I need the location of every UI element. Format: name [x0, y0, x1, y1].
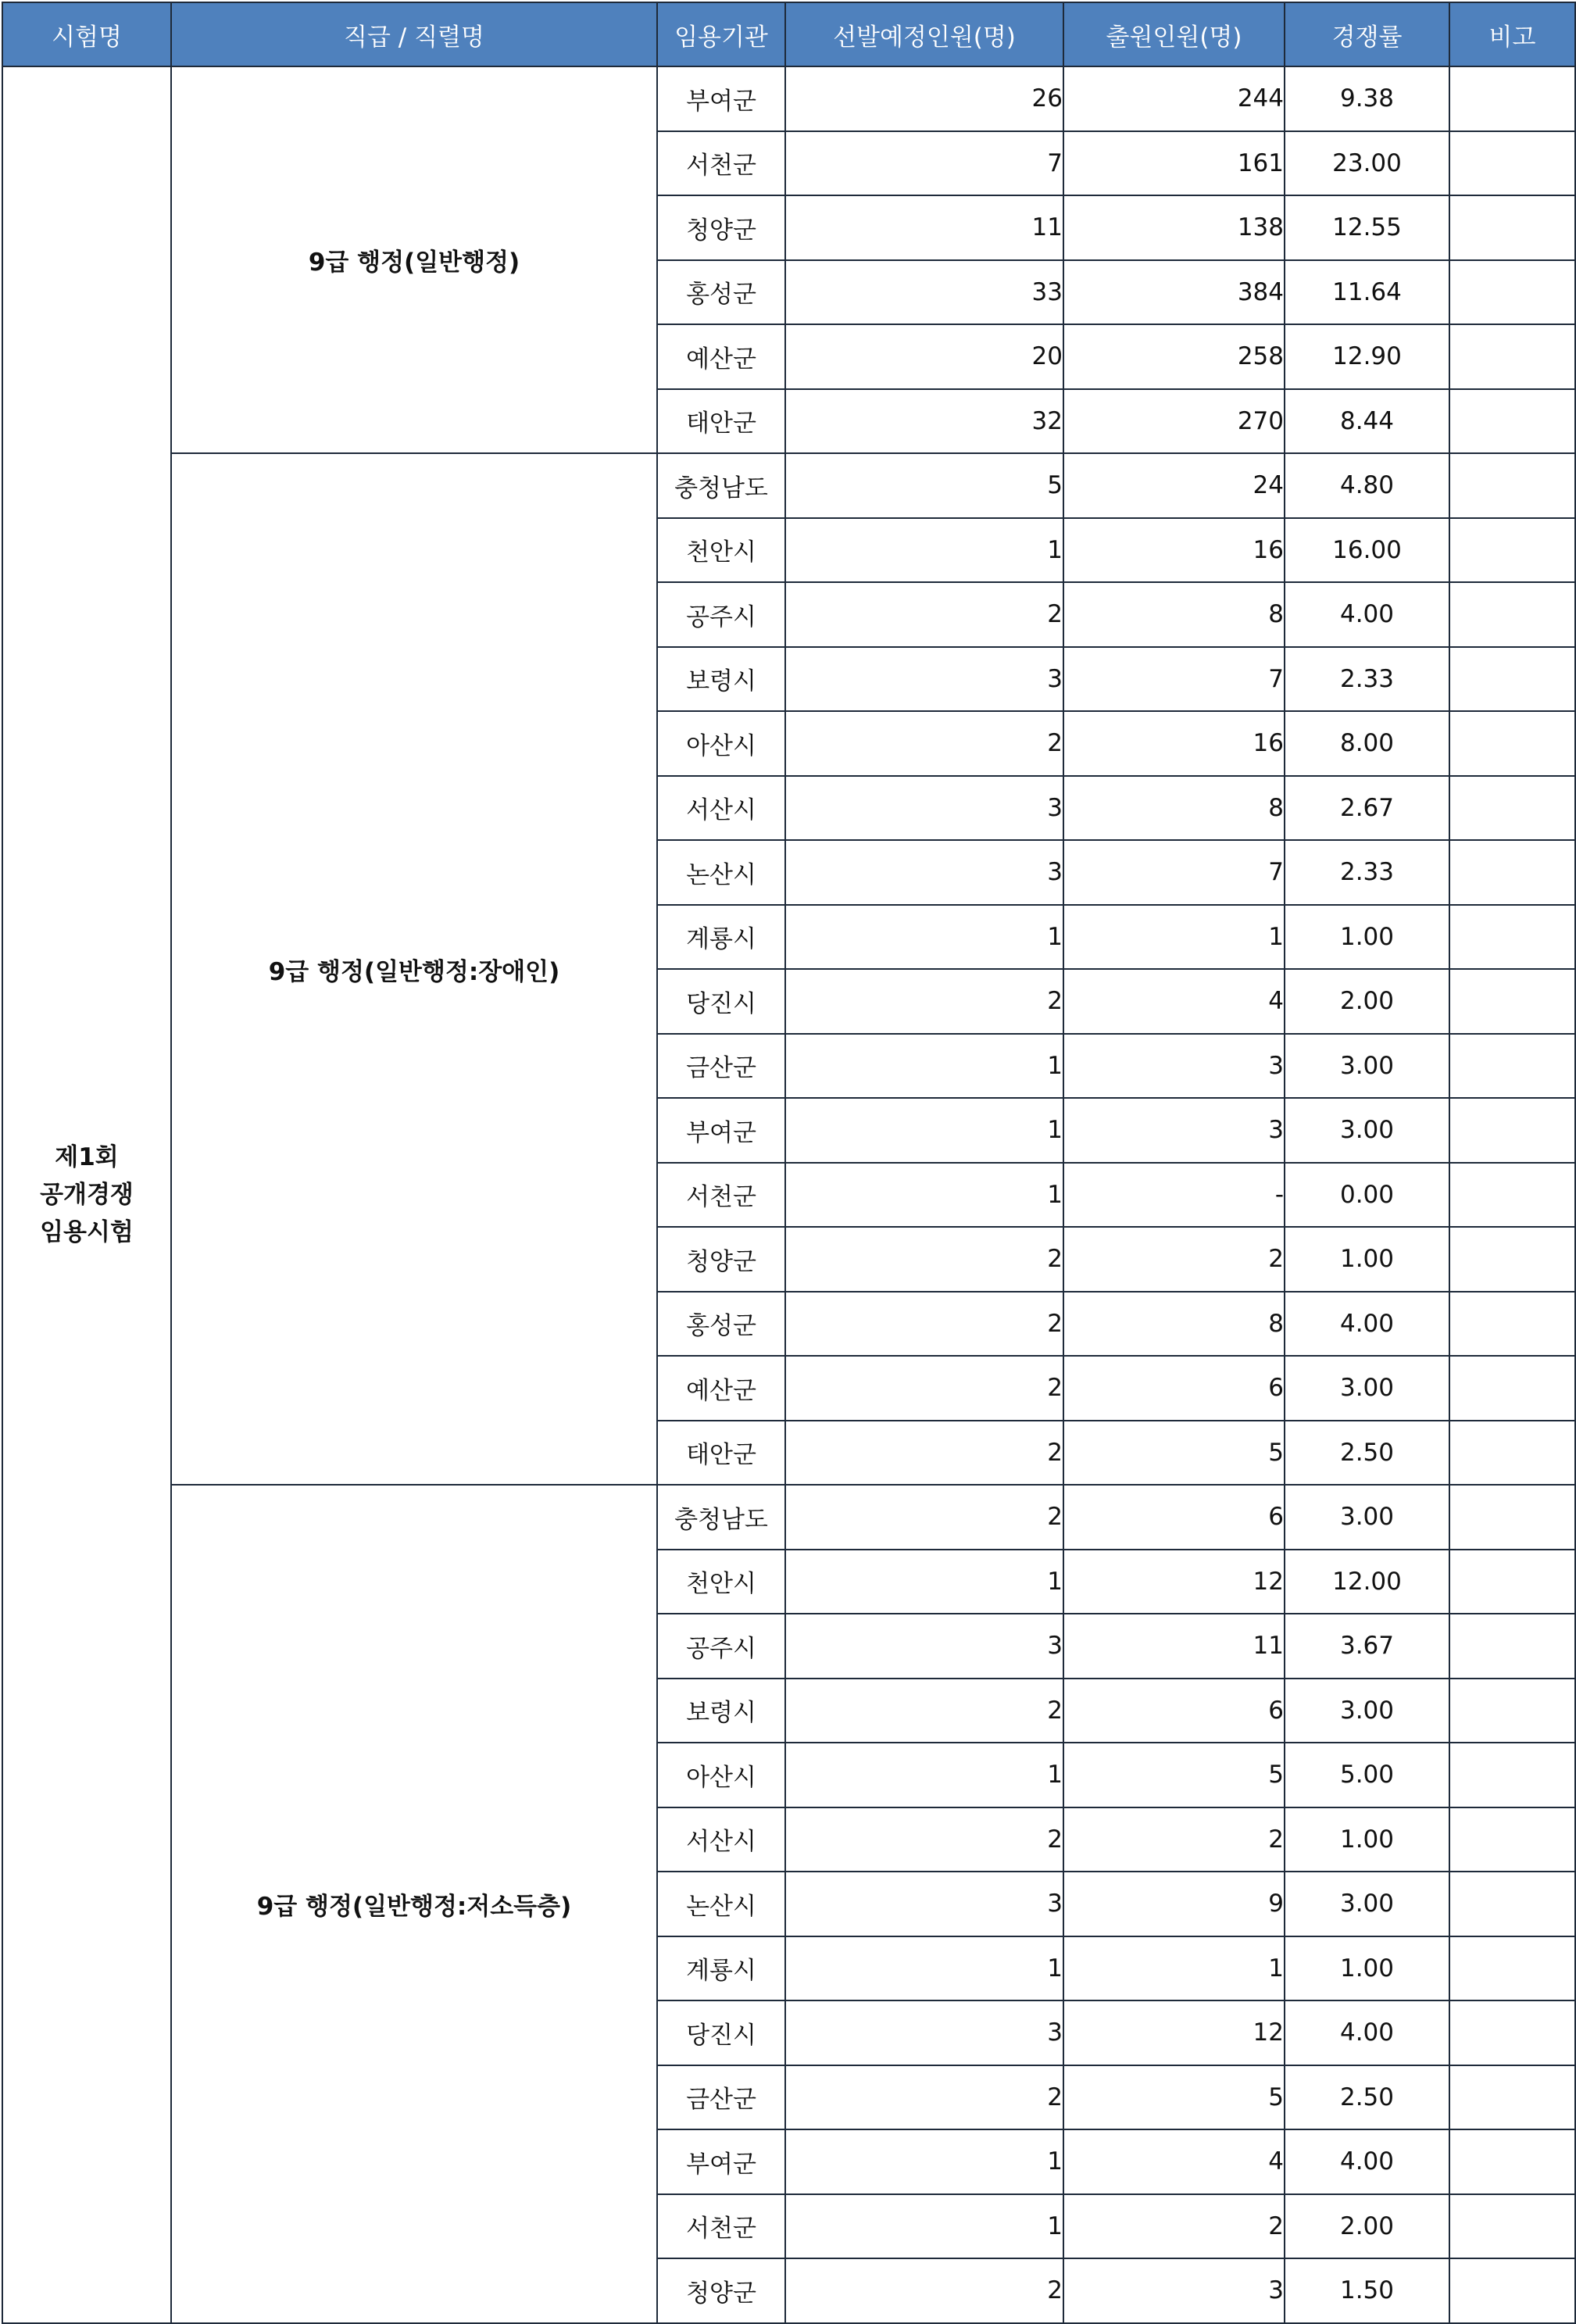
remarks-cell [1449, 2129, 1575, 2194]
remarks-cell [1449, 2065, 1575, 2130]
header-exam-name: 시험명 [2, 2, 171, 66]
agency-cell: 서산시 [657, 776, 785, 841]
header-planned-count: 선발예정인원(명) [785, 2, 1063, 66]
planned-count-cell: 1 [785, 2129, 1063, 2194]
applicant-count-cell: 6 [1063, 1356, 1285, 1421]
competition-rate-cell: 12.00 [1285, 1550, 1449, 1614]
remarks-cell [1449, 1227, 1575, 1292]
planned-count-cell: 3 [785, 647, 1063, 712]
competition-rate-cell: 2.67 [1285, 776, 1449, 841]
remarks-cell [1449, 840, 1575, 905]
planned-count-cell: 7 [785, 131, 1063, 196]
applicant-count-cell: 2 [1063, 1807, 1285, 1872]
planned-count-cell: 3 [785, 840, 1063, 905]
remarks-cell [1449, 324, 1575, 389]
applicant-count-cell: 138 [1063, 195, 1285, 260]
applicant-count-cell: 7 [1063, 840, 1285, 905]
agency-cell: 예산군 [657, 1356, 785, 1421]
applicant-count-cell: 16 [1063, 518, 1285, 583]
applicant-count-cell: 8 [1063, 582, 1285, 647]
planned-count-cell: 2 [785, 2065, 1063, 2130]
agency-cell: 부여군 [657, 1098, 785, 1163]
applicant-count-cell: 5 [1063, 1421, 1285, 1486]
agency-cell: 공주시 [657, 1614, 785, 1679]
applicant-count-cell: 11 [1063, 1614, 1285, 1679]
applicant-count-cell: 3 [1063, 2258, 1285, 2323]
agency-cell: 홍성군 [657, 260, 785, 325]
agency-cell: 천안시 [657, 518, 785, 583]
agency-cell: 서천군 [657, 1163, 785, 1228]
agency-cell: 계룡시 [657, 905, 785, 970]
competition-rate-cell: 1.00 [1285, 905, 1449, 970]
remarks-cell [1449, 518, 1575, 583]
agency-cell: 홍성군 [657, 1292, 785, 1357]
remarks-cell [1449, 1292, 1575, 1357]
header-remarks: 비고 [1449, 2, 1575, 66]
remarks-cell [1449, 711, 1575, 776]
exam-name-line: 임용시험 [40, 1217, 134, 1246]
competition-rate-cell: 5.00 [1285, 1743, 1449, 1807]
remarks-cell [1449, 1356, 1575, 1421]
agency-cell: 서산시 [657, 1807, 785, 1872]
planned-count-cell: 26 [785, 66, 1063, 131]
planned-count-cell: 1 [785, 518, 1063, 583]
applicant-count-cell: 6 [1063, 1485, 1285, 1550]
applicant-count-cell: 12 [1063, 2000, 1285, 2065]
rank-series-cell: 9급 행정(일반행정:저소득층) [171, 1485, 657, 2323]
agency-cell: 서천군 [657, 2194, 785, 2259]
competition-rate-cell: 3.00 [1285, 1356, 1449, 1421]
competition-rate-cell: 23.00 [1285, 131, 1449, 196]
agency-cell: 충청남도 [657, 453, 785, 518]
remarks-cell [1449, 2000, 1575, 2065]
applicant-count-cell: 3 [1063, 1098, 1285, 1163]
remarks-cell [1449, 1936, 1575, 2001]
applicant-count-cell: 24 [1063, 453, 1285, 518]
table-row [2, 453, 1575, 518]
planned-count-cell: 1 [785, 905, 1063, 970]
agency-cell: 부여군 [657, 66, 785, 131]
competition-rate-cell: 2.50 [1285, 2065, 1449, 2130]
competition-rate-cell: 4.00 [1285, 2000, 1449, 2065]
applicant-count-cell: 258 [1063, 324, 1285, 389]
applicant-count-cell: 5 [1063, 2065, 1285, 2130]
applicant-count-cell: 4 [1063, 2129, 1285, 2194]
applicant-count-cell: 4 [1063, 969, 1285, 1034]
remarks-cell [1449, 647, 1575, 712]
remarks-cell [1449, 1807, 1575, 1872]
competition-rate-cell: 12.55 [1285, 195, 1449, 260]
agency-cell: 당진시 [657, 2000, 785, 2065]
applicant-count-cell: 244 [1063, 66, 1285, 131]
planned-count-cell: 11 [785, 195, 1063, 260]
table-header [2, 2, 1575, 66]
remarks-cell [1449, 1485, 1575, 1550]
applicant-count-cell: 384 [1063, 260, 1285, 325]
header-applicant-count: 출원인원(명) [1063, 2, 1285, 66]
agency-cell: 당진시 [657, 969, 785, 1034]
agency-cell: 태안군 [657, 389, 785, 454]
remarks-cell [1449, 2194, 1575, 2259]
agency-cell: 충청남도 [657, 1485, 785, 1550]
agency-cell: 예산군 [657, 324, 785, 389]
planned-count-cell: 3 [785, 1872, 1063, 1936]
competition-rate-cell: 4.00 [1285, 2129, 1449, 2194]
remarks-cell [1449, 905, 1575, 970]
planned-count-cell: 2 [785, 2258, 1063, 2323]
applicant-count-cell: 161 [1063, 131, 1285, 196]
agency-cell: 부여군 [657, 2129, 785, 2194]
agency-cell: 태안군 [657, 1421, 785, 1486]
exam-name-line: 제1회 [55, 1142, 119, 1171]
agency-cell: 논산시 [657, 1872, 785, 1936]
competition-rate-cell: 4.80 [1285, 453, 1449, 518]
planned-count-cell: 2 [785, 582, 1063, 647]
competition-rate-cell: 3.67 [1285, 1614, 1449, 1679]
remarks-cell [1449, 1743, 1575, 1807]
planned-count-cell: 3 [785, 1614, 1063, 1679]
planned-count-cell: 1 [785, 1550, 1063, 1614]
competition-rate-cell: 3.00 [1285, 1098, 1449, 1163]
competition-rate-cell: 9.38 [1285, 66, 1449, 131]
agency-cell: 금산군 [657, 1034, 785, 1099]
competition-rate-cell: 2.33 [1285, 647, 1449, 712]
remarks-cell [1449, 1421, 1575, 1486]
competition-rate-cell: 2.33 [1285, 840, 1449, 905]
recruitment-table [2, 2, 1576, 2324]
applicant-count-cell: 3 [1063, 1034, 1285, 1099]
agency-cell: 공주시 [657, 582, 785, 647]
competition-rate-cell: 3.00 [1285, 1679, 1449, 1743]
applicant-count-cell: 12 [1063, 1550, 1285, 1614]
planned-count-cell: 1 [785, 1163, 1063, 1228]
agency-cell: 논산시 [657, 840, 785, 905]
planned-count-cell: 5 [785, 453, 1063, 518]
remarks-cell [1449, 776, 1575, 841]
applicant-count-cell: 1 [1063, 905, 1285, 970]
remarks-cell [1449, 66, 1575, 131]
competition-rate-cell: 4.00 [1285, 582, 1449, 647]
agency-cell: 아산시 [657, 711, 785, 776]
remarks-cell [1449, 195, 1575, 260]
planned-count-cell: 2 [785, 1485, 1063, 1550]
table-row [2, 66, 1575, 131]
applicant-count-cell: 8 [1063, 1292, 1285, 1357]
agency-cell: 서천군 [657, 131, 785, 196]
applicant-count-cell: 7 [1063, 647, 1285, 712]
agency-cell: 청양군 [657, 195, 785, 260]
rank-series-cell: 9급 행정(일반행정) [171, 66, 657, 453]
planned-count-cell: 2 [785, 1292, 1063, 1357]
agency-cell: 보령시 [657, 647, 785, 712]
remarks-cell [1449, 389, 1575, 454]
remarks-cell [1449, 1098, 1575, 1163]
applicant-count-cell: 16 [1063, 711, 1285, 776]
planned-count-cell: 1 [785, 1743, 1063, 1807]
competition-rate-cell: 1.50 [1285, 2258, 1449, 2323]
table-body [2, 66, 1575, 2323]
applicant-count-cell: 9 [1063, 1872, 1285, 1936]
remarks-cell [1449, 1614, 1575, 1679]
remarks-cell [1449, 1679, 1575, 1743]
planned-count-cell: 2 [785, 969, 1063, 1034]
competition-rate-cell: 11.64 [1285, 260, 1449, 325]
agency-cell: 아산시 [657, 1743, 785, 1807]
competition-rate-cell: 1.00 [1285, 1807, 1449, 1872]
planned-count-cell: 33 [785, 260, 1063, 325]
agency-cell: 보령시 [657, 1679, 785, 1743]
competition-rate-cell: 3.00 [1285, 1034, 1449, 1099]
competition-rate-cell: 16.00 [1285, 518, 1449, 583]
applicant-count-cell: 2 [1063, 1227, 1285, 1292]
remarks-cell [1449, 453, 1575, 518]
competition-rate-cell: 2.00 [1285, 2194, 1449, 2259]
planned-count-cell: 2 [785, 1807, 1063, 1872]
remarks-cell [1449, 1872, 1575, 1936]
planned-count-cell: 2 [785, 1679, 1063, 1743]
remarks-cell [1449, 1034, 1575, 1099]
exam-name-line: 공개경쟁 [40, 1180, 134, 1209]
header-competition-rate: 경쟁률 [1285, 2, 1449, 66]
competition-rate-cell: 1.00 [1285, 1227, 1449, 1292]
header-rank-series: 직급 / 직렬명 [171, 2, 657, 66]
competition-rate-cell: 8.44 [1285, 389, 1449, 454]
planned-count-cell: 3 [785, 776, 1063, 841]
competition-rate-cell: 3.00 [1285, 1485, 1449, 1550]
remarks-cell [1449, 260, 1575, 325]
agency-cell: 청양군 [657, 2258, 785, 2323]
remarks-cell [1449, 131, 1575, 196]
applicant-count-cell: 8 [1063, 776, 1285, 841]
remarks-cell [1449, 2258, 1575, 2323]
remarks-cell [1449, 1550, 1575, 1614]
table-row [2, 1485, 1575, 1550]
rank-series-cell: 9급 행정(일반행정:장애인) [171, 453, 657, 1485]
competition-rate-cell: 1.00 [1285, 1936, 1449, 2001]
applicant-count-cell: 6 [1063, 1679, 1285, 1743]
agency-cell: 청양군 [657, 1227, 785, 1292]
planned-count-cell: 32 [785, 389, 1063, 454]
planned-count-cell: 1 [785, 1936, 1063, 2001]
planned-count-cell: 1 [785, 1034, 1063, 1099]
applicant-count-cell: 2 [1063, 2194, 1285, 2259]
header-row [2, 2, 1575, 66]
applicant-count-cell: 270 [1063, 389, 1285, 454]
competition-rate-cell: 12.90 [1285, 324, 1449, 389]
competition-rate-cell: 8.00 [1285, 711, 1449, 776]
planned-count-cell: 1 [785, 1098, 1063, 1163]
applicant-count-cell: 1 [1063, 1936, 1285, 2001]
applicant-count-cell: 5 [1063, 1743, 1285, 1807]
agency-cell: 천안시 [657, 1550, 785, 1614]
planned-count-cell: 3 [785, 2000, 1063, 2065]
competition-rate-cell: 4.00 [1285, 1292, 1449, 1357]
planned-count-cell: 2 [785, 1421, 1063, 1486]
competition-rate-cell: 2.00 [1285, 969, 1449, 1034]
applicant-count-cell: - [1063, 1163, 1285, 1228]
agency-cell: 금산군 [657, 2065, 785, 2130]
competition-rate-cell: 0.00 [1285, 1163, 1449, 1228]
agency-cell: 계룡시 [657, 1936, 785, 2001]
planned-count-cell: 1 [785, 2194, 1063, 2259]
remarks-cell [1449, 1163, 1575, 1228]
header-appointing-agency: 임용기관 [657, 2, 785, 66]
exam-name-cell [2, 66, 171, 2323]
competition-rate-cell: 3.00 [1285, 1872, 1449, 1936]
competition-rate-cell: 2.50 [1285, 1421, 1449, 1486]
remarks-cell [1449, 582, 1575, 647]
planned-count-cell: 20 [785, 324, 1063, 389]
planned-count-cell: 2 [785, 1227, 1063, 1292]
planned-count-cell: 2 [785, 1356, 1063, 1421]
remarks-cell [1449, 969, 1575, 1034]
planned-count-cell: 2 [785, 711, 1063, 776]
